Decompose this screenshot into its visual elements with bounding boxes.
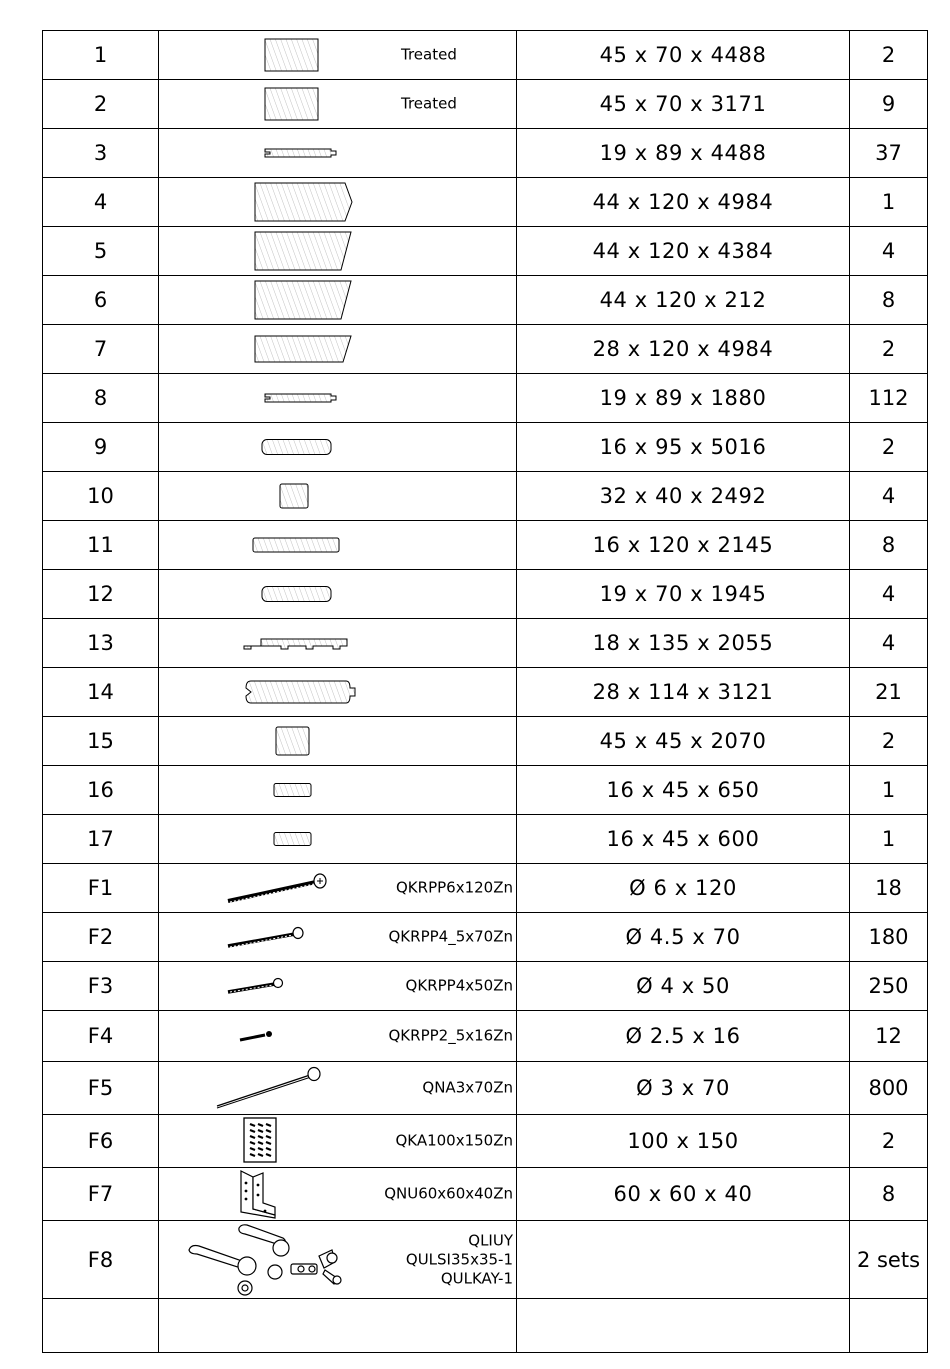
part-row-f4 (43, 1011, 928, 1062)
part-number: 14 (43, 668, 159, 717)
part-row-12 (43, 570, 928, 619)
part-dimensions (517, 1221, 850, 1299)
part-row-16 (43, 766, 928, 815)
part-number: 2 (43, 80, 159, 129)
part-illustration-cell (159, 521, 517, 570)
part-dimensions: 16 x 45 x 650 (517, 766, 850, 815)
part-illustration-cell (159, 80, 517, 129)
part-row-15 (43, 717, 928, 766)
part-row-f7 (43, 1168, 928, 1221)
part-illustration-cell (159, 864, 517, 913)
part-quantity (850, 1299, 928, 1353)
part-illustration-cell (159, 570, 517, 619)
part-number: 8 (43, 374, 159, 423)
part-dimensions: Ø 4 x 50 (517, 962, 850, 1011)
part-row-7 (43, 325, 928, 374)
part-illustration-cell (159, 1011, 517, 1062)
part-dimensions: 16 x 120 x 2145 (517, 521, 850, 570)
part-number: 11 (43, 521, 159, 570)
part-number: 6 (43, 276, 159, 325)
part-illustration-cell (159, 423, 517, 472)
empty-row (43, 1299, 928, 1353)
part-row-f5 (43, 1062, 928, 1115)
part-dimensions: Ø 3 x 70 (517, 1062, 850, 1115)
part-quantity: 2 (850, 1115, 928, 1168)
part-number: 12 (43, 570, 159, 619)
part-illustration-cell (159, 276, 517, 325)
part-number: F1 (43, 864, 159, 913)
part-illustration-cell (159, 1168, 517, 1221)
part-quantity: 800 (850, 1062, 928, 1115)
part-row-11 (43, 521, 928, 570)
part-illustration-cell (159, 129, 517, 178)
part-quantity: 4 (850, 570, 928, 619)
product-code: QKA100x150Zn (395, 1131, 513, 1150)
part-illustration-cell (159, 31, 517, 80)
part-row-3 (43, 129, 928, 178)
part-quantity: 2 (850, 423, 928, 472)
part-row-f1 (43, 864, 928, 913)
part-illustration-cell (159, 962, 517, 1011)
part-illustration-cell (159, 1299, 517, 1353)
part-dimensions: 18 x 135 x 2055 (517, 619, 850, 668)
product-code: QNU60x60x40Zn (384, 1184, 513, 1203)
part-quantity: 112 (850, 374, 928, 423)
part-row-8 (43, 374, 928, 423)
part-dimensions: 60 x 60 x 40 (517, 1168, 850, 1221)
part-illustration-cell (159, 668, 517, 717)
product-code: QLIUY QULSI35x35-1 QULKAY-1 (405, 1231, 513, 1287)
product-code: QKRPP6x120Zn (396, 878, 513, 897)
part-quantity: 8 (850, 1168, 928, 1221)
part-number: F3 (43, 962, 159, 1011)
part-row-f8 (43, 1221, 928, 1299)
part-number: F5 (43, 1062, 159, 1115)
part-number: 16 (43, 766, 159, 815)
part-row-5 (43, 227, 928, 276)
part-dimensions: 44 x 120 x 4384 (517, 227, 850, 276)
part-number: F6 (43, 1115, 159, 1168)
part-number: F8 (43, 1221, 159, 1299)
part-quantity: 250 (850, 962, 928, 1011)
product-code: QKRPP4x50Zn (405, 976, 513, 995)
part-dimensions: 44 x 120 x 212 (517, 276, 850, 325)
part-illustration-cell (159, 374, 517, 423)
part-number: 7 (43, 325, 159, 374)
part-illustration-cell (159, 1115, 517, 1168)
part-quantity: 8 (850, 276, 928, 325)
part-dimensions: 16 x 95 x 5016 (517, 423, 850, 472)
part-number (43, 1299, 159, 1353)
part-dimensions: 45 x 70 x 4488 (517, 31, 850, 80)
part-quantity: 4 (850, 619, 928, 668)
part-dimensions: 32 x 40 x 2492 (517, 472, 850, 521)
product-code: QKRPP2_5x16Zn (388, 1026, 513, 1045)
part-illustration-cell (159, 815, 517, 864)
part-number: 3 (43, 129, 159, 178)
part-dimensions: Ø 4.5 x 70 (517, 913, 850, 962)
part-row-f2 (43, 913, 928, 962)
part-row-4 (43, 178, 928, 227)
part-quantity: 180 (850, 913, 928, 962)
product-code: QKRPP4_5x70Zn (388, 927, 513, 946)
part-quantity: 2 (850, 31, 928, 80)
part-quantity: 37 (850, 129, 928, 178)
part-dimensions: 28 x 120 x 4984 (517, 325, 850, 374)
part-quantity: 4 (850, 227, 928, 276)
part-number: F2 (43, 913, 159, 962)
part-number: 9 (43, 423, 159, 472)
part-row-1 (43, 31, 928, 80)
part-quantity: 12 (850, 1011, 928, 1062)
part-dimensions: 19 x 89 x 1880 (517, 374, 850, 423)
part-row-17 (43, 815, 928, 864)
part-row-f3 (43, 962, 928, 1011)
treated-label: Treated (401, 45, 457, 64)
part-dimensions: 19 x 70 x 1945 (517, 570, 850, 619)
part-quantity: 9 (850, 80, 928, 129)
part-number: 1 (43, 31, 159, 80)
part-dimensions: 19 x 89 x 4488 (517, 129, 850, 178)
part-quantity: 1 (850, 815, 928, 864)
part-quantity: 2 (850, 325, 928, 374)
part-dimensions: 28 x 114 x 3121 (517, 668, 850, 717)
part-illustration-cell (159, 1221, 517, 1299)
part-number: F7 (43, 1168, 159, 1221)
part-illustration-cell (159, 325, 517, 374)
part-number: F4 (43, 1011, 159, 1062)
treated-label: Treated (401, 94, 457, 113)
part-illustration-cell (159, 178, 517, 227)
part-illustration-cell (159, 913, 517, 962)
part-quantity: 4 (850, 472, 928, 521)
part-dimensions: 44 x 120 x 4984 (517, 178, 850, 227)
part-number: 15 (43, 717, 159, 766)
part-dimensions: 100 x 150 (517, 1115, 850, 1168)
part-illustration-cell (159, 227, 517, 276)
part-illustration-cell (159, 472, 517, 521)
part-quantity: 2 sets (850, 1221, 928, 1299)
part-quantity: 21 (850, 668, 928, 717)
part-quantity: 18 (850, 864, 928, 913)
part-row-6 (43, 276, 928, 325)
part-illustration-cell (159, 619, 517, 668)
part-quantity: 8 (850, 521, 928, 570)
part-dimensions: 45 x 70 x 3171 (517, 80, 850, 129)
part-number: 5 (43, 227, 159, 276)
parts-list-table (42, 30, 928, 1353)
part-row-14 (43, 668, 928, 717)
part-dimensions (517, 1299, 850, 1353)
part-row-9 (43, 423, 928, 472)
part-row-2 (43, 80, 928, 129)
part-illustration-cell (159, 1062, 517, 1115)
part-quantity: 1 (850, 766, 928, 815)
part-row-10 (43, 472, 928, 521)
part-dimensions: 16 x 45 x 600 (517, 815, 850, 864)
part-illustration-cell (159, 766, 517, 815)
part-dimensions: 45 x 45 x 2070 (517, 717, 850, 766)
part-number: 17 (43, 815, 159, 864)
part-row-f6 (43, 1115, 928, 1168)
part-quantity: 1 (850, 178, 928, 227)
part-number: 13 (43, 619, 159, 668)
part-dimensions: Ø 2.5 x 16 (517, 1011, 850, 1062)
part-number: 4 (43, 178, 159, 227)
product-code: QNA3x70Zn (422, 1078, 513, 1097)
part-number: 10 (43, 472, 159, 521)
part-dimensions: Ø 6 x 120 (517, 864, 850, 913)
part-illustration-cell (159, 717, 517, 766)
part-quantity: 2 (850, 717, 928, 766)
part-row-13 (43, 619, 928, 668)
